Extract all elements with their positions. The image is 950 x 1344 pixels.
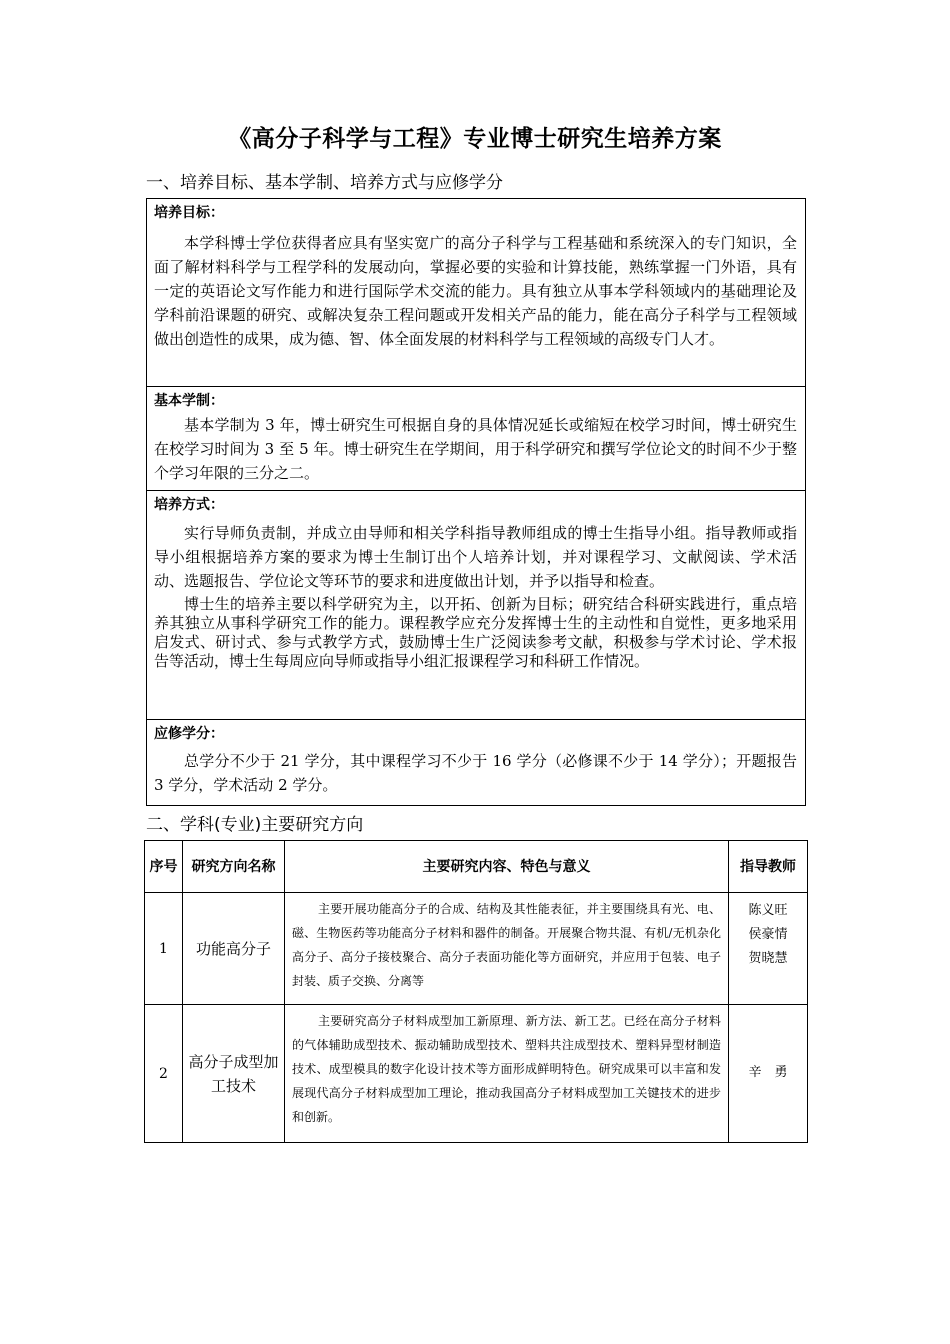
mode-label: 培养方式： [154, 497, 224, 513]
credits-label: 应修学分： [154, 726, 224, 742]
table-row [145, 893, 808, 1005]
header-no: 序号 [145, 841, 183, 893]
duration-section [147, 387, 805, 491]
row-direction-name: 高分子成型加工技术 [183, 1005, 285, 1143]
row-content-cell [285, 1005, 729, 1143]
research-directions-table [144, 840, 808, 1143]
mode-text-1: 实行导师负责制，并成立由导师和相关学科指导教师组成的博士生指导小组。指导教师或指导小组根据培养方案的要求为博士生制订出个人培养计划，并对课程学习、文献阅读、学术活动、选题报告、学位论文等环节的要求和进度做出计划，并予以指导和检查。 [154, 524, 797, 590]
section1-heading: 一、培养目标、基本学制、培养方式与应修学分 [146, 173, 503, 193]
row-advisors [729, 1005, 808, 1143]
advisor-name: 辛 勇 [748, 1065, 788, 1080]
row-no: 1 [145, 893, 183, 1005]
credits-section [147, 720, 805, 805]
advisor-name: 陈义旺 [748, 903, 788, 918]
program-info-box [146, 198, 806, 806]
section2-heading: 二、学科(专业)主要研究方向 [146, 815, 364, 835]
row-advisors [729, 893, 808, 1005]
header-content: 主要研究内容、特色与意义 [285, 841, 729, 893]
header-direction-name: 研究方向名称 [183, 841, 285, 893]
row-direction-name: 功能高分子 [183, 893, 285, 1005]
duration-label: 基本学制： [154, 393, 224, 409]
document-title: 《高分子科学与工程》专业博士研究生培养方案 [228, 126, 722, 152]
goal-label: 培养目标： [154, 205, 224, 221]
goal-text: 本学科博士学位获得者应具有坚实宽广的高分子科学与工程基础和系统深入的专门知识，全面了解材料科学与工程学科的发展动向，掌握必要的实验和计算技能，熟练掌握一门外语，具有一定的英语论文写作能力和进行国际学术交流的能力。具有独立从事本学科领域内的基础理论及学科前沿课题的研究、或解决复杂工程问题或开发相关产品的能力，能在高分子科学与工程领域做出创造性的成果，成为德、智、体全面发展的材料科学与工程领域的高级专门人才。 [154, 234, 797, 348]
row-content: 主要研究高分子材料成型加工新原理、新方法、新工艺。已经在高分子材料的气体辅助成型技术、振动辅助成型技术、塑料共注成型技术、塑料异型材制造技术、成型模具的数字化设计技术等方面形成鲜明特色。研究成果可以丰富和发展现代高分子材料成型加工理论，推动我国高分子材料成型加工关键技术的进步和创新。 [292, 1014, 721, 1124]
row-content-cell [285, 893, 729, 1005]
advisor-name: 侯豪情 [748, 927, 788, 942]
advisor-name: 贺晓慧 [748, 951, 788, 966]
goal-section [147, 199, 805, 387]
table-header-row [145, 841, 808, 893]
mode-section [147, 491, 805, 720]
row-no: 2 [145, 1005, 183, 1143]
duration-text: 基本学制为 3 年，博士研究生可根据自身的具体情况延长或缩短在校学习时间，博士研究生在校学习时间为 3 至 5 年。博士研究生在学期间，用于科学研究和撰写学位论文的时间不少于整个学习年限的三分之二。 [154, 416, 797, 482]
table-row [145, 1005, 808, 1143]
header-advisor: 指导教师 [729, 841, 808, 893]
credits-text: 总学分不少于 21 学分，其中课程学习不少于 16 学分（必修课不少于 14 学分）；开题报告 3 学分，学术活动 2 学分。 [154, 752, 797, 794]
mode-text-2: 博士生的培养主要以科学研究为主，以开拓、创新为目标；研究结合科研实践进行，重点培养其独立从事科学研究工作的能力。课程教学应充分发挥博士生的主动性和自觉性，更多地采用启发式、研讨式、参与式教学方式，鼓励博士生广泛阅读参考文献，积极参与学术讨论、学术报告等活动，博士生每周应向导师或指导小组汇报课程学习和科研工作情况。 [154, 595, 797, 670]
row-content: 主要开展功能高分子的合成、结构及其性能表征，并主要围绕具有光、电、磁、生物医药等功能高分子材料和器件的制备。开展聚合物共混、有机/无机杂化高分子、高分子接枝聚合、高分子表面功能化等方面研究，并应用于包装、电子封装、质子交换、分离等 [292, 902, 721, 988]
